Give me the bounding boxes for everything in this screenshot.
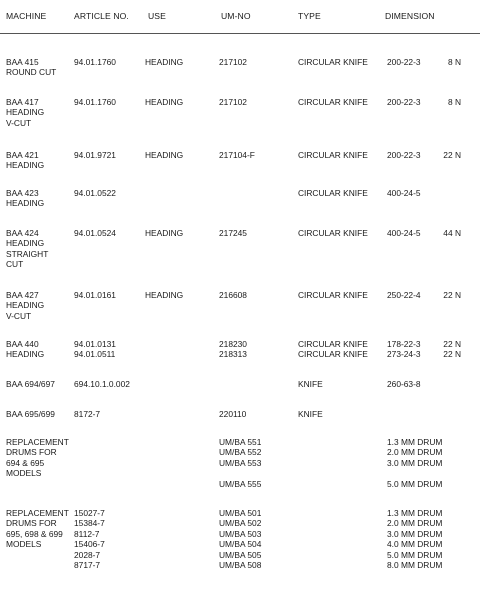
machine-cell [6,228,48,270]
um-no-cell-line: UM/BA 555 [219,478,262,489]
article-no-cell [74,228,116,238]
use-cell [145,97,183,107]
um-no-cell-line: 217245 [219,228,247,238]
n-count-cell [441,228,461,238]
type-cell-line: CIRCULAR KNIFE [298,188,368,198]
dimension-cell-line: 4.0 MM DRUM [387,539,443,550]
um-no-cell-line: 218313 [219,349,247,360]
machine-cell-line: HEADING [6,349,45,360]
dimension-cell [387,228,421,238]
use-cell-line: HEADING [145,97,184,107]
machine-cell [6,290,44,321]
machine-cell-line: DRUMS FOR [6,518,57,529]
machine-cell-line: HEADING [6,300,45,311]
um-no-cell [219,57,247,67]
article-no-cell-line: 94.01.0522 [74,188,116,198]
article-no-cell-line: 2028-7 [74,549,101,560]
n-count-cell-line: 8 N [447,57,461,67]
header-article: ARTICLE NO. [74,11,129,21]
machine-cell [6,409,55,419]
machine-cell-line: BAA 423 [6,188,39,198]
machine-cell-line: HEADING [6,107,45,118]
use-cell [145,228,183,238]
dimension-cell-line: 178-22-3 [387,339,421,349]
n-count-cell-line: 22 N [443,150,461,160]
article-no-cell-line: 15406-7 [74,539,105,550]
article-no-cell-line: 94.01.1760 [74,57,116,67]
um-no-cell-line: 218230 [219,339,247,349]
n-count-cell-line: 44 N [443,228,461,238]
um-no-cell [219,150,255,160]
article-no-cell-line: 15027-7 [74,508,105,518]
um-no-cell [219,97,247,107]
machine-cell [6,379,55,389]
dimension-cell-line: 8.0 MM DRUM [387,560,443,571]
article-no-cell-line: 94.01.0131 [74,339,116,349]
dimension-cell-line: 200-22-3 [387,150,421,160]
machine-cell [6,339,44,360]
machine-cell-line: BAA 424 [6,228,39,238]
dimension-cell-line: 400-24-5 [387,188,421,198]
machine-cell-line: HEADING [6,160,45,171]
machine-cell-line: 695, 698 & 699 [6,528,63,539]
type-cell-line: CIRCULAR KNIFE [298,150,368,160]
machine-cell-line: 694 & 695 [6,457,45,468]
dimension-cell-line: 260-63-8 [387,379,421,389]
article-no-cell [74,150,116,160]
machine-cell-line: REPLACEMENT [6,437,69,447]
article-no-cell [74,508,105,570]
use-cell [145,57,183,67]
machine-cell-line: V-CUT [6,310,32,321]
machine-cell-line: HEADING [6,238,45,249]
machine-cell-line: MODELS [6,468,42,479]
dimension-cell-line: 1.3 MM DRUM [387,437,443,447]
article-no-cell-line: 8717-7 [74,560,101,571]
use-cell [145,290,183,300]
type-cell-line: CIRCULAR KNIFE [298,97,368,107]
header-machine: MACHINE [6,11,47,21]
um-no-cell-line: UM/BA 503 [219,528,262,539]
machine-cell-line: BAA 421 [6,150,39,160]
article-no-cell-line: 15384-7 [74,518,105,529]
machine-cell-line: BAA 440 [6,339,39,349]
article-no-cell-line: 94.01.0161 [74,290,116,300]
n-count-cell [441,150,461,160]
dimension-cell-line: 2.0 MM DRUM [387,447,443,458]
um-no-cell [219,228,247,238]
n-count-cell [441,339,461,360]
um-no-cell-line: UM/BA 551 [219,437,262,447]
um-no-cell [219,409,246,419]
header-use: USE [148,11,166,21]
machine-cell-line: BAA 694/697 [6,379,55,389]
type-cell [298,379,323,389]
um-no-cell-line: UM/BA 504 [219,539,262,550]
article-no-cell [74,379,130,389]
header-um-no: UM-NO [221,11,251,21]
article-no-cell-line: 8112-7 [74,528,100,539]
machine-cell [6,437,69,479]
article-no-cell-line: 8172-7 [74,409,101,419]
um-no-cell [219,339,247,360]
header-type: TYPE [298,11,321,21]
dimension-cell-line: 1.3 MM DRUM [387,508,443,518]
type-cell [298,339,368,360]
type-cell [298,97,368,107]
article-no-cell [74,97,116,107]
dimension-cell [387,188,421,198]
type-cell-line: CIRCULAR KNIFE [298,290,368,300]
machine-cell [6,57,56,78]
dimension-cell [387,508,442,570]
type-cell [298,188,368,198]
um-no-cell [219,437,261,489]
machine-cell-line: BAA 427 [6,290,39,300]
dimension-cell-line: 3.0 MM DRUM [387,457,443,468]
dimension-cell-line: 273-24-3 [387,349,421,360]
dimension-cell-line: 2.0 MM DRUM [387,518,443,529]
use-cell-line: HEADING [145,57,184,67]
machine-cell [6,150,44,171]
type-cell [298,150,368,160]
um-no-cell-line: UM/BA 508 [219,560,262,571]
article-no-cell-line: 694.10.1.0.002 [74,379,130,389]
n-count-cell-line: 22 N [443,339,461,349]
dimension-cell [387,379,421,389]
type-cell [298,57,368,67]
um-no-cell-line: UM/BA 502 [219,518,262,529]
um-no-cell [219,508,261,570]
dimension-cell [387,290,421,300]
n-count-cell [441,57,461,67]
um-no-cell-line: UM/BA 505 [219,549,262,560]
dimension-cell-line: 250-22-4 [387,290,421,300]
article-no-cell [74,188,116,198]
article-no-cell [74,290,116,300]
machine-cell [6,508,69,550]
use-cell [145,150,183,160]
use-cell-line: HEADING [145,228,184,238]
dimension-cell-line: 5.0 MM DRUM [387,478,443,489]
um-no-cell-line: 217102 [219,97,247,107]
type-cell [298,409,323,419]
header-dimension: DIMENSION [385,11,435,21]
article-no-cell [74,409,100,419]
um-no-cell-line: UM/BA 553 [219,457,262,468]
type-cell-line: CIRCULAR KNIFE [298,57,368,67]
um-no-cell-line [219,468,261,478]
article-no-cell-line: 94.01.1760 [74,97,116,107]
type-cell-line: CIRCULAR KNIFE [298,228,368,238]
type-cell [298,290,368,300]
n-count-cell [441,290,461,300]
n-count-cell-line: 22 N [443,290,461,300]
um-no-cell-line: UM/BA 552 [219,447,262,458]
article-no-cell-line: 94.01.0524 [74,228,116,238]
dimension-cell [387,97,421,107]
um-no-cell-line: 216608 [219,290,247,300]
article-no-cell [74,57,116,67]
dimension-cell [387,437,442,489]
machine-cell-line: HEADING [6,198,45,209]
dimension-cell [387,150,421,160]
um-no-cell-line: 217102 [219,57,247,67]
machine-cell-line: REPLACEMENT [6,508,69,518]
machine-cell-line: V-CUT [6,117,32,128]
machine-cell-line: MODELS [6,539,42,550]
article-no-cell [74,339,116,360]
dimension-cell-line: 200-22-3 [387,57,421,67]
um-no-cell [219,290,247,300]
n-count-cell-line: 22 N [443,349,461,360]
machine-cell-line: DRUMS FOR [6,447,57,458]
type-cell-line: KNIFE [298,409,323,419]
use-cell-line: HEADING [145,150,184,160]
dimension-cell [387,57,421,67]
dimension-cell-line: 5.0 MM DRUM [387,549,443,560]
article-no-cell-line: 94.01.0511 [74,349,116,360]
um-no-cell-line: UM/BA 501 [219,508,262,518]
machine-cell-line: BAA 415 [6,57,39,67]
machine-cell [6,188,44,209]
dimension-cell-line: 400-24-5 [387,228,421,238]
type-cell-line: CIRCULAR KNIFE [298,339,368,349]
um-no-cell-line: 220110 [219,409,247,419]
um-no-cell-line: 217104-F [219,150,255,160]
machine-cell-line: CUT [6,259,24,270]
dimension-cell-line [387,468,442,478]
dimension-cell [387,339,421,360]
use-cell-line: HEADING [145,290,184,300]
n-count-cell-line: 8 N [447,97,461,107]
dimension-cell-line: 200-22-3 [387,97,421,107]
dimension-cell-line: 3.0 MM DRUM [387,528,443,539]
machine-cell [6,97,44,128]
type-cell-line: KNIFE [298,379,323,389]
machine-cell-line: BAA 695/699 [6,409,55,419]
machine-cell-line: BAA 417 [6,97,39,107]
header-divider [0,33,480,34]
type-cell [298,228,368,238]
machine-cell-line: STRAIGHT [6,248,49,259]
article-no-cell-line: 94.01.9721 [74,150,116,160]
machine-cell-line: ROUND CUT [6,67,57,78]
n-count-cell [441,97,461,107]
type-cell-line: CIRCULAR KNIFE [298,349,368,360]
